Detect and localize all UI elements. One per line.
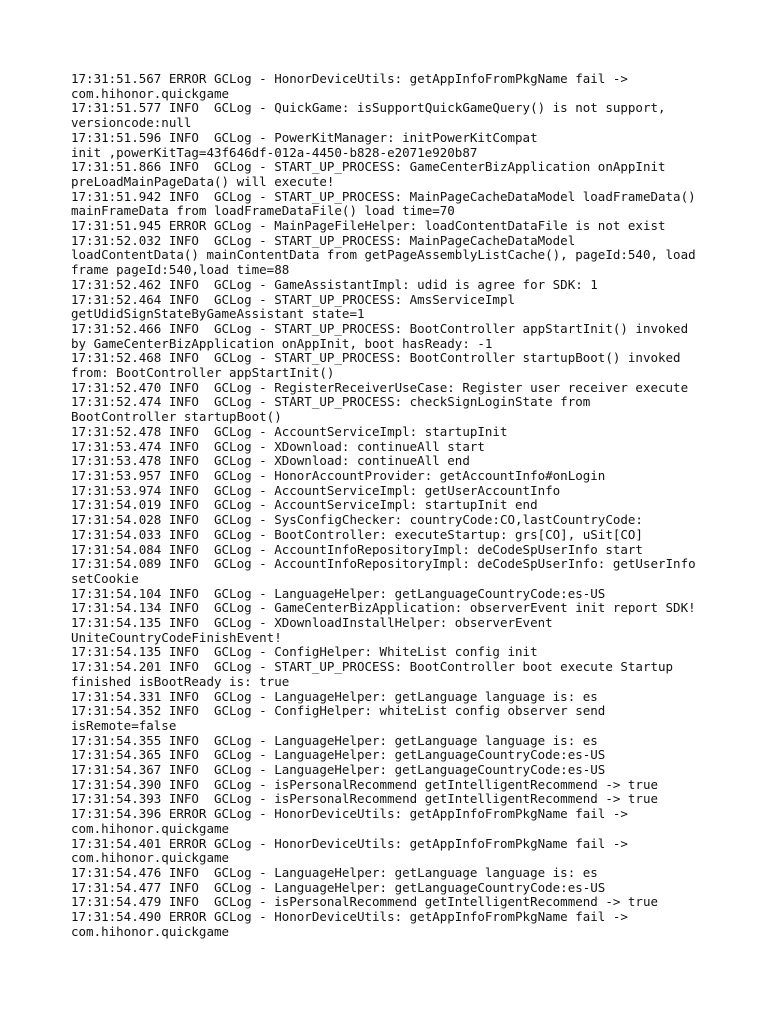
- log-line: 17:31:54.390 INFO GCLog - isPersonalRecommend getIntelligentRecommend -> true: [71, 776, 658, 792]
- log-line: 17:31:54.476 INFO GCLog - LanguageHelper: getLanguage language is: es: [71, 864, 598, 880]
- log-line: init ,powerKitTag=43f646df-012a-4450-b828-e2071e920b87: [71, 144, 478, 160]
- log-line: 17:31:51.945 ERROR GCLog - MainPageFileHelper: loadContentDataFile is not exist: [71, 218, 666, 234]
- log-line: 17:31:54.084 INFO GCLog - AccountInfoRepositoryImpl: deCodeSpUserInfo start: [71, 541, 643, 557]
- log-line: 17:31:53.957 INFO GCLog - HonorAccountProvider: getAccountInfo#onLogin: [71, 467, 606, 483]
- log-line: 17:31:54.135 INFO GCLog - XDownloadInstallHelper: observerEvent: [71, 615, 553, 631]
- log-line: versioncode:null: [71, 115, 192, 131]
- log-line: UniteCountryCodeFinishEvent!: [71, 629, 282, 645]
- log-line: 17:31:51.866 INFO GCLog - START_UP_PROCESS: GameCenterBizApplication onAppInit: [71, 159, 666, 175]
- log-line: 17:31:54.477 INFO GCLog - LanguageHelper: getLanguageCountryCode:es-US: [71, 879, 606, 895]
- log-line: 17:31:54.135 INFO GCLog - ConfigHelper: WhiteList config init: [71, 644, 538, 660]
- log-line: 17:31:54.365 INFO GCLog - LanguageHelper: getLanguageCountryCode:es-US: [71, 747, 606, 763]
- log-line: 17:31:54.401 ERROR GCLog - HonorDeviceUtils: getAppInfoFromPkgName fail ->: [71, 835, 628, 851]
- log-line: 17:31:54.019 INFO GCLog - AccountServiceImpl: startupInit end: [71, 497, 538, 513]
- log-line: 17:31:53.974 INFO GCLog - AccountServiceImpl: getUserAccountInfo: [71, 482, 561, 498]
- log-line: 17:31:54.134 INFO GCLog - GameCenterBizApplication: observerEvent init report SDK!: [71, 600, 696, 616]
- log-line: getUdidSignStateByGameAssistant state=1: [71, 306, 365, 322]
- log-line: 17:31:53.478 INFO GCLog - XDownload: continueAll end: [71, 453, 470, 469]
- log-document: [71, 72, 711, 939]
- log-line: setCookie: [71, 570, 139, 586]
- log-line: 17:31:54.367 INFO GCLog - LanguageHelper: getLanguageCountryCode:es-US: [71, 762, 606, 778]
- log-line: com.hihonor.quickgame: [71, 85, 230, 101]
- log-line: 17:31:52.470 INFO GCLog - RegisterReceiverUseCase: Register user receiver execute: [71, 379, 689, 395]
- log-line: 17:31:54.396 ERROR GCLog - HonorDeviceUtils: getAppInfoFromPkgName fail ->: [71, 806, 628, 822]
- log-line: by GameCenterBizApplication onAppInit, boot hasReady: -1: [71, 335, 493, 351]
- log-lines: [71, 72, 711, 939]
- log-line: 17:31:52.462 INFO GCLog - GameAssistantImpl: udid is agree for SDK: 1: [71, 276, 598, 292]
- log-line: 17:31:54.028 INFO GCLog - SysConfigChecker: countryCode:CO,lastCountryCode:: [71, 512, 643, 528]
- log-line: 17:31:54.355 INFO GCLog - LanguageHelper: getLanguage language is: es: [71, 732, 598, 748]
- log-line: com.hihonor.quickgame: [71, 850, 230, 866]
- log-line: 17:31:51.567 ERROR GCLog - HonorDeviceUtils: getAppInfoFromPkgName fail ->: [71, 71, 628, 86]
- log-line: 17:31:54.393 INFO GCLog - isPersonalRecommend getIntelligentRecommend -> true: [71, 791, 658, 807]
- log-line: 17:31:54.490 ERROR GCLog - HonorDeviceUtils: getAppInfoFromPkgName fail ->: [71, 909, 628, 925]
- log-line: 17:31:52.466 INFO GCLog - START_UP_PROCESS: BootController appStartInit() invoked: [71, 320, 689, 336]
- log-line: 17:31:51.942 INFO GCLog - START_UP_PROCESS: MainPageCacheDataModel loadFrameData(): [71, 188, 696, 204]
- log-line: 17:31:54.352 INFO GCLog - ConfigHelper: whiteList config observer send: [71, 703, 606, 719]
- log-line: BootController startupBoot(): [71, 409, 282, 425]
- log-line: 17:31:54.104 INFO GCLog - LanguageHelper: getLanguageCountryCode:es-US: [71, 585, 606, 601]
- log-line: loadContentData() mainContentData from getPageAssemblyListCache(), pageId:540, load: [71, 247, 696, 263]
- log-line: 17:31:51.577 INFO GCLog - QuickGame: isSupportQuickGameQuery() is not support,: [71, 100, 666, 116]
- log-line: preLoadMainPageData() will execute!: [71, 173, 335, 189]
- log-line: mainFrameData from loadFrameDataFile() load time=70: [71, 203, 455, 219]
- log-line: 17:31:52.478 INFO GCLog - AccountServiceImpl: startupInit: [71, 423, 508, 439]
- log-line: 17:31:54.201 INFO GCLog - START_UP_PROCESS: BootController boot execute Startup: [71, 659, 674, 675]
- log-line: 17:31:54.033 INFO GCLog - BootController: executeStartup: grs[CO], uSit[CO]: [71, 526, 643, 542]
- log-line: isRemote=false: [71, 717, 177, 733]
- log-line: finished isBootReady is: true: [71, 673, 290, 689]
- log-line: 17:31:52.468 INFO GCLog - START_UP_PROCESS: BootController startupBoot() invoked: [71, 350, 681, 366]
- log-line: 17:31:54.479 INFO GCLog - isPersonalRecommend getIntelligentRecommend -> true: [71, 894, 658, 910]
- log-line: 17:31:52.032 INFO GCLog - START_UP_PROCESS: MainPageCacheDataModel: [71, 232, 576, 248]
- log-line: 17:31:51.596 INFO GCLog - PowerKitManager: initPowerKitCompat: [71, 129, 538, 145]
- log-line: 17:31:54.089 INFO GCLog - AccountInfoRepositoryImpl: deCodeSpUserInfo: getUserInfo: [71, 556, 696, 572]
- log-line: com.hihonor.quickgame: [71, 820, 230, 836]
- log-line: 17:31:52.474 INFO GCLog - START_UP_PROCESS: checkSignLoginState from: [71, 394, 591, 410]
- log-line: com.hihonor.quickgame: [71, 923, 230, 939]
- log-line: 17:31:53.474 INFO GCLog - XDownload: continueAll start: [71, 438, 485, 454]
- log-line: 17:31:54.331 INFO GCLog - LanguageHelper: getLanguage language is: es: [71, 688, 598, 704]
- log-line: from: BootController appStartInit(): [71, 365, 335, 381]
- log-line: frame pageId:540,load time=88: [71, 262, 290, 278]
- log-line: 17:31:52.464 INFO GCLog - START_UP_PROCESS: AmsServiceImpl: [71, 291, 516, 307]
